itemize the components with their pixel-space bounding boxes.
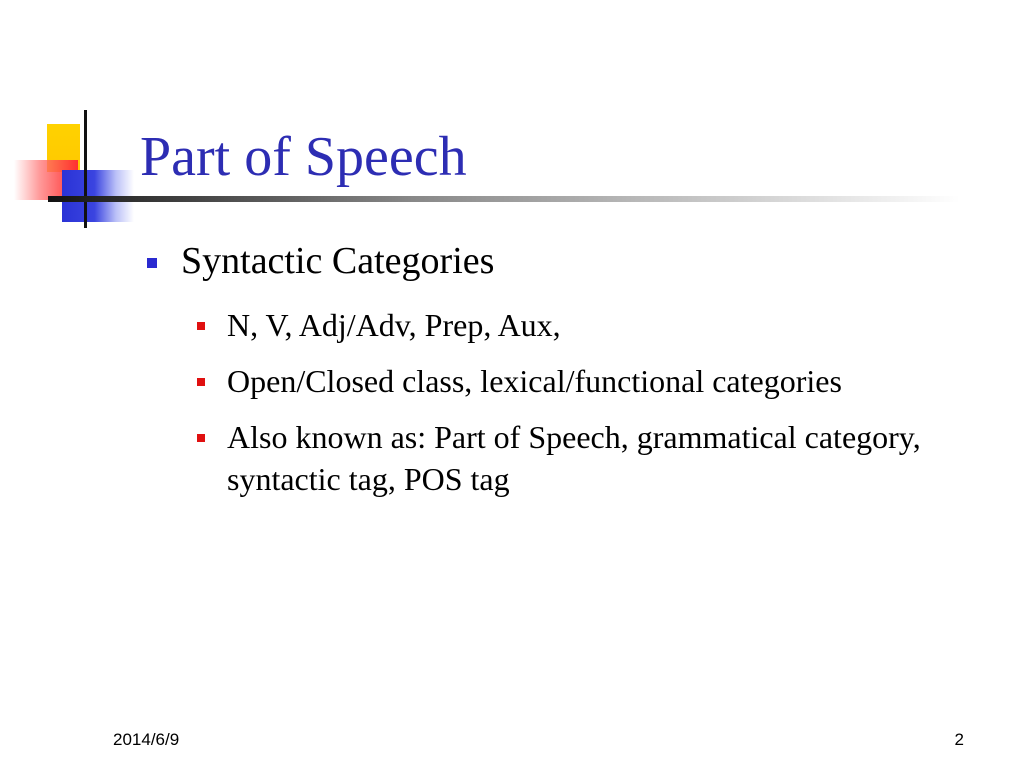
- sub-bullet-item: [195, 304, 1005, 346]
- red-square-bullet-icon: [197, 322, 205, 330]
- title-underline: [48, 196, 960, 202]
- blue-square-bullet-icon: [147, 258, 157, 268]
- page-number: 2: [954, 730, 964, 749]
- logo-vertical-line: [84, 110, 87, 228]
- red-square-bullet-icon: [197, 434, 205, 442]
- footer-date: 2014/6/9: [113, 730, 180, 749]
- sub-bullet-text: Also known as: Part of Speech, grammatical category, syntactic tag, POS tag: [227, 419, 921, 497]
- bullet-text: Syntactic Categories: [181, 240, 495, 282]
- sub-bullet-list: [145, 304, 1005, 500]
- sub-bullet-text: Open/Closed class, lexical/functional categories: [227, 363, 842, 399]
- sub-bullet-item: [195, 416, 1005, 500]
- bullet-item: [145, 234, 1005, 288]
- slide-title: Part of Speech: [140, 126, 467, 188]
- sub-bullet-item: [195, 360, 1005, 402]
- red-square-bullet-icon: [197, 378, 205, 386]
- sub-bullet-text: N, V, Adj/Adv, Prep, Aux,: [227, 307, 561, 343]
- slide-body: [145, 234, 1005, 514]
